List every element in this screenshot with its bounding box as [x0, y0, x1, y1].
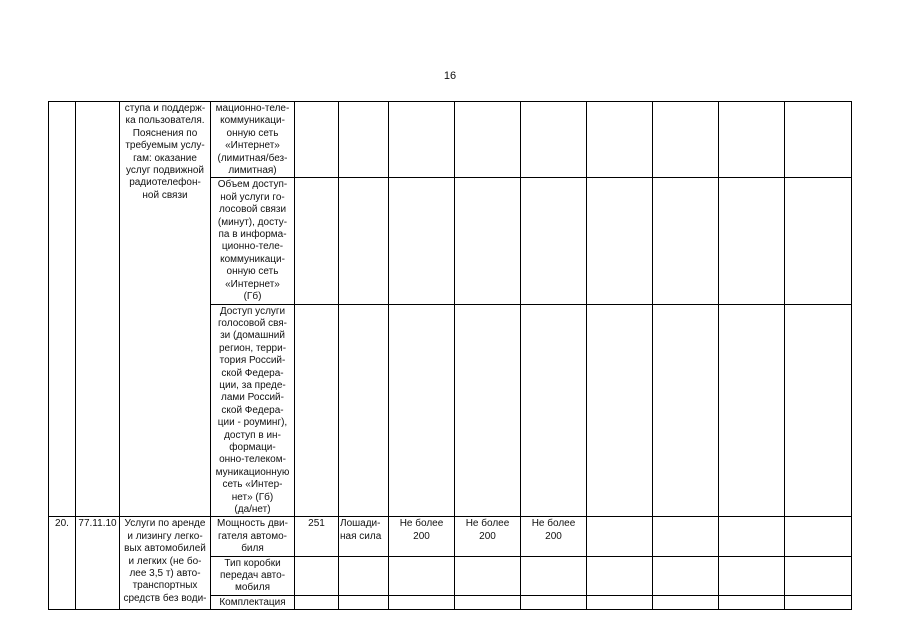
empty-cell	[785, 517, 852, 556]
empty-cell	[785, 304, 852, 517]
empty-cell	[785, 595, 852, 609]
service-name-cell: Услуги по аренде и лизингу легко- вых автомобилей и легких (не бо- лее 3,5 т) авто- транспортных средств без води-	[120, 517, 211, 610]
value-cell	[521, 178, 587, 304]
unit-code-cell	[295, 178, 339, 304]
unit-name-cell	[339, 102, 389, 178]
empty-cell	[653, 102, 719, 178]
value-cell	[521, 102, 587, 178]
characteristic-cell: Объем доступ- ной услуги го- лосовой связи (минут), досту- па в информа- ционно-теле- коммуникаци- онную сеть «Интернет» (Гб)	[211, 178, 295, 304]
unit-code-cell	[295, 102, 339, 178]
page-number: 16	[443, 70, 457, 82]
unit-name-cell: Лошади- ная сила	[339, 517, 389, 556]
value-cell	[389, 556, 455, 595]
value-cell	[455, 595, 521, 609]
value-cell	[521, 556, 587, 595]
value-cell	[455, 556, 521, 595]
procurement-table	[48, 101, 852, 610]
value-cell: Не более 200	[455, 517, 521, 556]
value-cell	[389, 102, 455, 178]
table-row	[49, 517, 852, 556]
row-number-cell	[49, 102, 76, 517]
empty-cell	[719, 517, 785, 556]
unit-code-cell: 251	[295, 517, 339, 556]
unit-name-cell	[339, 595, 389, 609]
service-name-cell: ступа и поддерж- ка пользователя. Пояснения по требуемым услу- гам: оказание услуг подвижной радиотелефон- ной связи	[120, 102, 211, 517]
unit-code-cell	[295, 556, 339, 595]
value-cell	[521, 595, 587, 609]
empty-cell	[587, 517, 653, 556]
value-cell	[389, 178, 455, 304]
empty-cell	[719, 304, 785, 517]
value-cell	[455, 304, 521, 517]
characteristic-cell: мационно-теле- коммуникаци- онную сеть «Интернет» (лимитная/без- лимитная)	[211, 102, 295, 178]
characteristic-cell: Тип коробки передач авто- мобиля	[211, 556, 295, 595]
empty-cell	[587, 556, 653, 595]
value-cell: Не более 200	[389, 517, 455, 556]
value-cell	[389, 304, 455, 517]
okpd-code-cell	[76, 102, 120, 517]
empty-cell	[653, 556, 719, 595]
unit-code-cell	[295, 304, 339, 517]
value-cell	[455, 178, 521, 304]
row-number-cell: 20.	[49, 517, 76, 610]
empty-cell	[587, 595, 653, 609]
unit-name-cell	[339, 304, 389, 517]
unit-name-cell	[339, 178, 389, 304]
empty-cell	[785, 556, 852, 595]
empty-cell	[653, 595, 719, 609]
empty-cell	[587, 178, 653, 304]
characteristic-cell: Мощность дви- гателя автомо- биля	[211, 517, 295, 556]
empty-cell	[785, 102, 852, 178]
empty-cell	[587, 304, 653, 517]
empty-cell	[719, 595, 785, 609]
empty-cell	[653, 304, 719, 517]
empty-cell	[653, 517, 719, 556]
value-cell	[521, 304, 587, 517]
unit-name-cell	[339, 556, 389, 595]
empty-cell	[587, 102, 653, 178]
okpd-code-cell: 77.11.10	[76, 517, 120, 610]
value-cell	[455, 102, 521, 178]
unit-code-cell	[295, 595, 339, 609]
value-cell: Не более 200	[521, 517, 587, 556]
empty-cell	[719, 102, 785, 178]
characteristic-cell: Комплектация	[211, 595, 295, 609]
empty-cell	[719, 556, 785, 595]
empty-cell	[719, 178, 785, 304]
empty-cell	[785, 178, 852, 304]
characteristic-cell: Доступ услуги голосовой свя- зи (домашний регион, терри- тория Россий- ской Федера- ции, за преде- лами Россий- ской Федера- ции - роуминг), доступ в ин- формаци- онно-телеком- муникационную сеть «Интер- нет» (Гб) (да/нет)	[211, 304, 295, 517]
empty-cell	[653, 178, 719, 304]
table-row	[49, 102, 852, 178]
value-cell	[389, 595, 455, 609]
